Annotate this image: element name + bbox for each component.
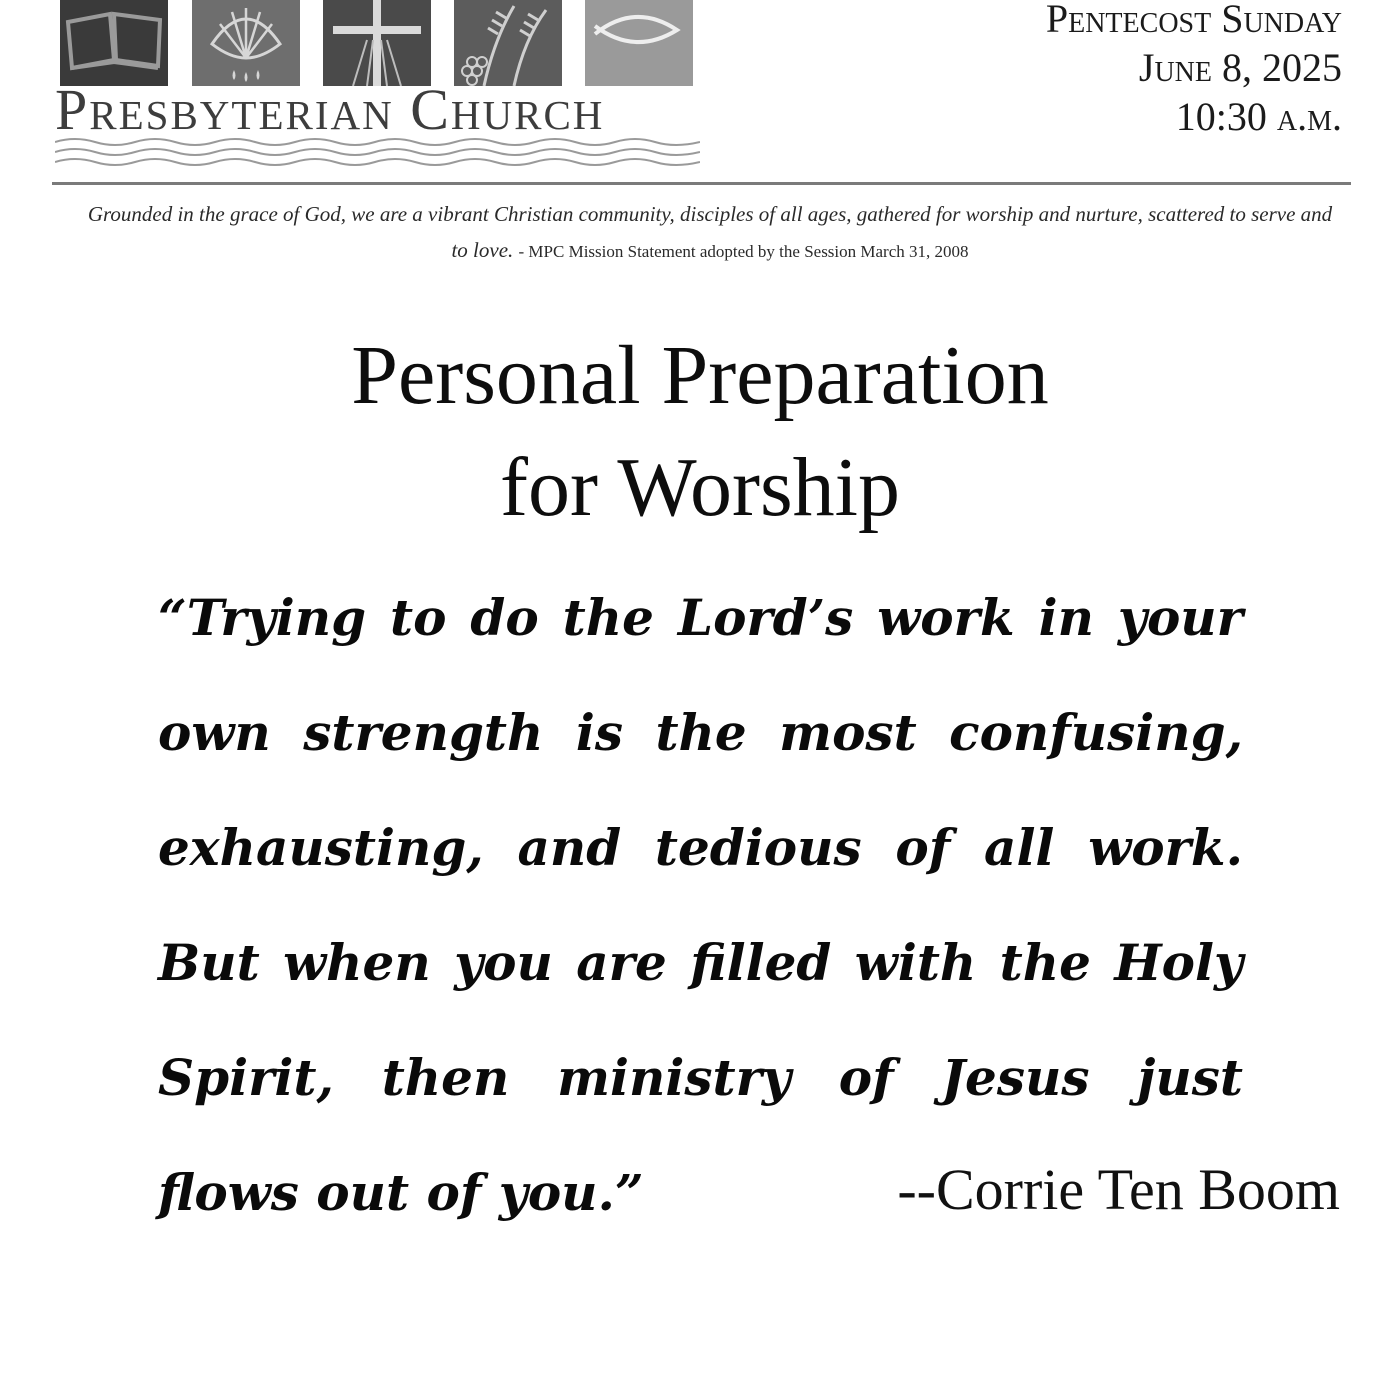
quote-text: “Trying to do the Lord’s work in your own strength is the most confusing, exhausting, and tedious of all work. But when you are filled with the Holy Spirit, then ministry of Jesus just flows out of you.” — [158, 588, 1243, 1222]
quote-author: --Corrie Ten Boom — [897, 1157, 1340, 1222]
title-line-2: for Worship — [500, 441, 900, 534]
mission-attribution: - MPC Mission Statement adopted by the Session March 31, 2008 — [518, 242, 969, 261]
scallop-shell-icon — [192, 0, 300, 86]
logo-tiles — [55, 0, 700, 86]
wheat-grapes-icon — [454, 0, 562, 86]
waves-decoration — [55, 134, 700, 174]
fish-icon — [585, 0, 693, 86]
page-header — [0, 0, 1400, 190]
church-logo — [55, 0, 700, 175]
service-time: 10:30 a.m. — [1175, 94, 1342, 139]
service-date: June 8, 2025 — [1138, 45, 1342, 90]
service-info — [1046, 0, 1342, 141]
mission-text: Grounded in the grace of God, we are a vibrant Christian community, disciples of all ages, gathered for worship and nurture, scattered to serve and to love. — [87, 202, 1333, 262]
header-divider — [52, 182, 1351, 185]
cross-icon — [323, 0, 431, 86]
page-title — [0, 320, 1400, 544]
title-line-1: Personal Preparation — [351, 329, 1049, 422]
mission-statement — [80, 196, 1340, 270]
church-name: Presbyterian Church — [55, 77, 605, 142]
bible-icon — [60, 0, 168, 86]
service-name: Pentecost Sunday — [1045, 0, 1342, 41]
